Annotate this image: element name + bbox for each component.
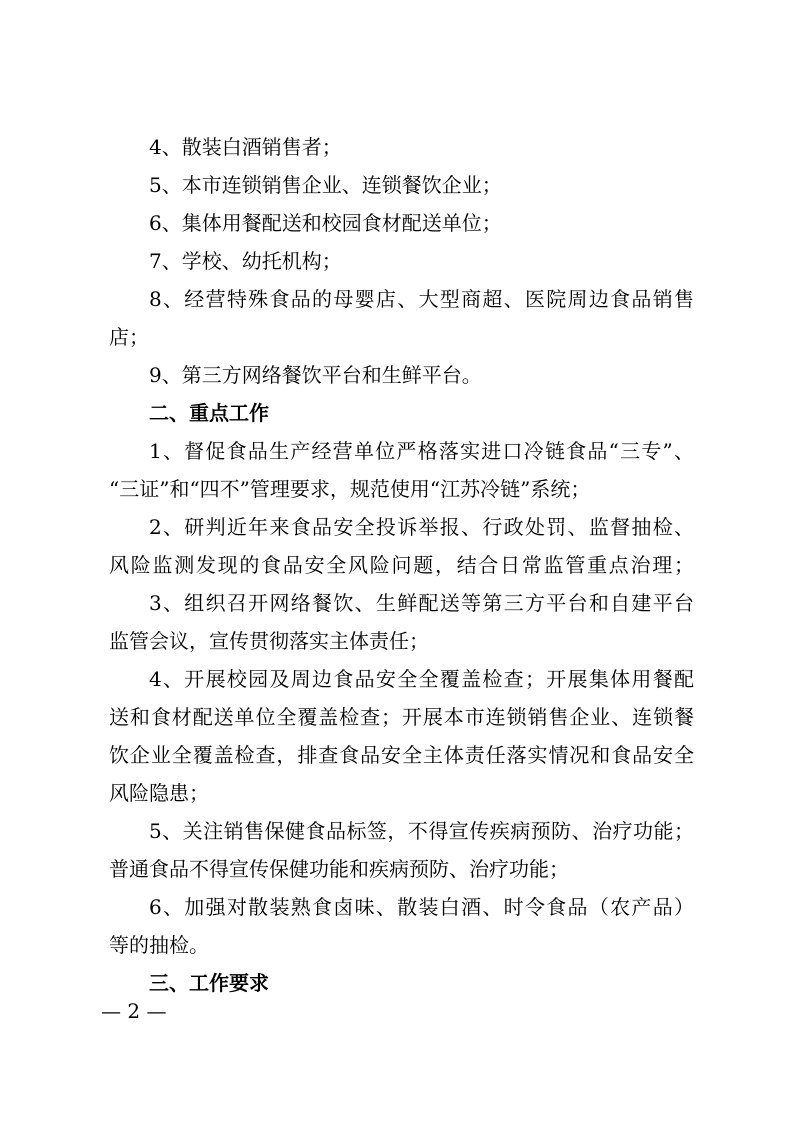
text-line: “三证”和“四不”管理要求，规范使用“江苏冷链”系统； (109, 477, 591, 501)
text-line: 4、散装白酒销售者； (149, 135, 342, 159)
text-line: 5、关注销售保健食品标签，不得宣传疾病预防、治疗功能； (149, 819, 694, 843)
text-line: 9、第三方网络餐饮平台和生鲜平台。 (149, 363, 482, 387)
section-heading: 三、工作要求 (149, 971, 269, 995)
page-number: — 2 — (101, 999, 167, 1023)
document-body (109, 128, 694, 1002)
text-line: 普通食品不得宣传保健功能和疾病预防、治疗功能； (109, 857, 569, 881)
text-line: 7、学校、幼托机构； (149, 249, 342, 273)
text-line: 6、加强对散装熟食卤味、散装白酒、时令食品（农产品） (149, 895, 694, 919)
text-line: 6、集体用餐配送和校园食材配送单位； (149, 211, 502, 235)
text-line: 风险监测发现的食品安全风险问题，结合日常监管重点治理； (109, 553, 694, 577)
text-line: 等的抽检。 (109, 933, 209, 957)
text-line: 5、本市连锁销售企业、连锁餐饮企业； (149, 173, 502, 197)
text-line: 4、开展校园及周边食品安全全覆盖检查；开展集体用餐配 (149, 667, 694, 691)
text-line: 饮企业全覆盖检查，排查食品安全主体责任落实情况和食品安全 (109, 743, 694, 767)
text-line: 风险隐患； (109, 781, 209, 805)
text-line: 1、督促食品生产经营单位严格落实进口冷链食品“三专”、 (149, 439, 694, 463)
section-heading: 二、重点工作 (149, 401, 269, 425)
text-line: 送和食材配送单位全覆盖检查；开展本市连锁销售企业、连锁餐 (109, 705, 694, 729)
text-line: 3、组织召开网络餐饮、生鲜配送等第三方平台和自建平台 (149, 591, 694, 615)
text-line: 店； (109, 325, 149, 349)
text-line: 监管会议，宣传贯彻落实主体责任； (109, 629, 429, 653)
text-line: 8、经营特殊食品的母婴店、大型商超、医院周边食品销售 (149, 287, 694, 311)
text-line: 2、研判近年来食品安全投诉举报、行政处罚、监督抽检、 (149, 515, 694, 539)
